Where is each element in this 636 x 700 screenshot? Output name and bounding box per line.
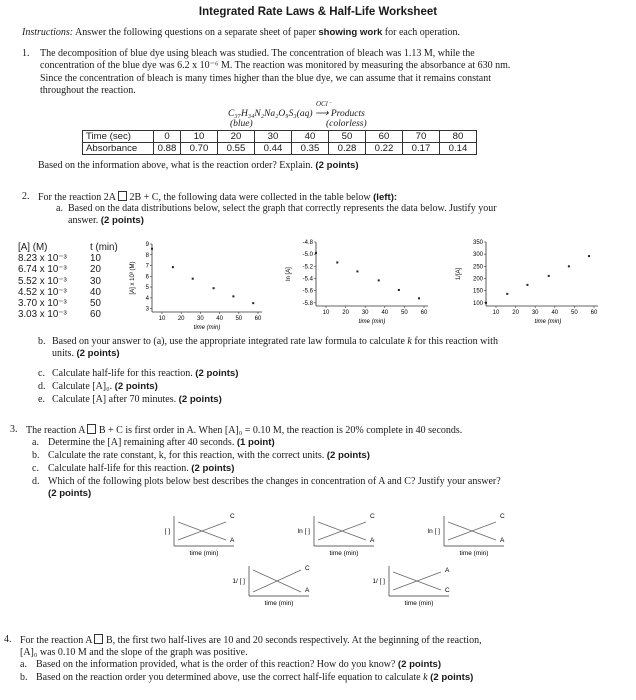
- data-point: [315, 252, 317, 254]
- table-cell-time: 40: [292, 131, 329, 143]
- mini-y-label: ln [ ]: [297, 528, 310, 535]
- q3-mini-plot: [365, 560, 465, 610]
- q3d-body: [48, 476, 628, 501]
- graph-concentration-svg: [120, 236, 268, 332]
- data-point: [568, 265, 570, 267]
- data-point: [252, 302, 254, 304]
- q4b-text: Based on the reaction order you determined above, use the correct half-life equation to calculate: [36, 672, 424, 683]
- mini-x-label: time (min): [264, 600, 294, 607]
- y-tick-label: 7: [145, 263, 149, 270]
- q4b-points: (2 points): [427, 672, 474, 683]
- data-point: [192, 278, 194, 280]
- q1-reaction: [228, 108, 365, 119]
- page-title: Integrated Rate Laws & Half-Life Worksheet: [198, 6, 438, 18]
- q2b-points: (2 points): [76, 348, 120, 360]
- q2-data-header: [18, 242, 118, 253]
- y-tick-label: 350: [472, 240, 483, 246]
- mini-x-label: time (min): [404, 600, 434, 607]
- q2-cell-time: 10: [90, 253, 101, 265]
- x-axis-label: time (min): [193, 325, 221, 331]
- y-axis-label: 1/[A]: [456, 267, 462, 281]
- mini-label-a: A: [305, 587, 310, 594]
- y-tick-label: 3: [145, 306, 149, 313]
- data-point: [485, 302, 487, 304]
- table-cell-absorbance: 0.44: [255, 143, 292, 155]
- arrow-catalyst: OCl⁻: [316, 100, 332, 108]
- q1-line4: throughout the reaction.: [40, 85, 136, 97]
- q1-question-text: Based on the information above, what is the reaction order? Explain.: [38, 160, 316, 171]
- q3-mini-plot: [290, 510, 390, 560]
- mini-x-label: time (min): [329, 550, 359, 557]
- mini-label-a: A: [230, 537, 235, 544]
- reaction-product: Products: [330, 109, 365, 119]
- arrow-box-icon: [118, 191, 127, 201]
- reaction-reactant: C₃₇H₃₄N₂Na₂O₉S₃(aq): [228, 109, 313, 119]
- reaction-product-note: (colorless): [326, 119, 367, 129]
- x-tick-label: 50: [235, 316, 243, 322]
- q2-data-row: [18, 253, 118, 264]
- q2c-text: Calculate half-life for this reaction.: [52, 368, 196, 379]
- instructions-tail: for each operation.: [382, 27, 461, 38]
- q2-number: 2.: [22, 191, 30, 202]
- q2d-label: d.: [38, 381, 46, 392]
- table-cell-absorbance: 0.70: [181, 143, 218, 155]
- q2a-label: a.: [56, 203, 63, 214]
- y-tick-label: 150: [472, 288, 483, 295]
- mini-y-label: [ ]: [164, 528, 170, 535]
- table-cell-absorbance: 0.14: [440, 143, 477, 155]
- table-header-absorbance: Absorbance: [83, 143, 154, 155]
- q1-body: [40, 48, 630, 98]
- x-tick-label: 10: [492, 310, 500, 316]
- graph-inverse-svg: [450, 236, 600, 326]
- y-axis-label: [A] x 10³ (M): [130, 261, 136, 295]
- instructions: [22, 27, 622, 39]
- q2b-label: b.: [38, 336, 46, 347]
- q2e-body: [52, 394, 222, 406]
- data-point: [418, 297, 420, 299]
- q3c-body: [48, 463, 234, 475]
- q4-stem-tail: B, the first two half-lives are 10 and 20 seconds respectively. At the beginning of the reaction,: [103, 635, 482, 646]
- q2a-text2: answer.: [68, 215, 101, 227]
- q4b-body: [36, 672, 473, 684]
- data-point: [172, 266, 174, 268]
- q3c-points: (2 points): [191, 463, 235, 474]
- q1-number: 1.: [22, 48, 30, 59]
- q2-cell-conc: 3.70 x 10⁻³: [18, 298, 67, 310]
- q4a-text: Based on the information provided, what is the order of this reaction? How do you know?: [36, 659, 398, 670]
- y-tick-label: -5.8: [302, 300, 313, 307]
- mini-label-a: A: [370, 537, 375, 544]
- q2-data-row: [18, 276, 118, 287]
- mini-label-a: A: [500, 537, 505, 544]
- q2b-text: Based on your answer to (a), use the appropriate integrated rate law formula to calculate: [52, 336, 408, 347]
- data-point: [506, 293, 508, 295]
- q2-data-row: [18, 264, 118, 275]
- mini-x-label: time (min): [189, 550, 219, 557]
- q2-header-conc: [A] (M): [18, 242, 48, 253]
- q3b-text: Calculate the rate constant, k, for this reaction, with the correct units.: [48, 450, 327, 461]
- y-tick-label: 300: [472, 252, 483, 259]
- x-tick-label: 30: [531, 310, 539, 316]
- q1-line1: The decomposition of blue dye using bleach was studied. The concentration of bleach was 1.13 M, while the: [40, 48, 475, 59]
- q4-number: 4.: [4, 634, 12, 645]
- q2-cell-conc: 6.74 x 10⁻³: [18, 264, 67, 276]
- table-row-absorbance: [83, 143, 477, 155]
- mini-y-label: 1/ [ ]: [372, 578, 385, 585]
- table-cell-absorbance: 0.28: [329, 143, 366, 155]
- y-axis-label: ln [A]: [286, 267, 292, 281]
- table-cell-absorbance: 0.17: [403, 143, 440, 155]
- table-cell-time: 30: [255, 131, 292, 143]
- q2e-points: (2 points): [178, 394, 222, 405]
- q4b-k: k: [423, 672, 428, 683]
- q3-number: 3.: [10, 424, 18, 435]
- instructions-text: Answer the following questions on a separate sheet of paper: [73, 27, 319, 38]
- x-tick-label: 50: [571, 310, 578, 316]
- y-tick-label: 8: [145, 252, 149, 259]
- graph-concentration: [120, 236, 268, 332]
- q3b-label: b.: [32, 450, 40, 461]
- q2-cell-time: 60: [90, 309, 101, 321]
- table-cell-time: 10: [181, 131, 218, 143]
- q2c-body: [52, 368, 238, 380]
- x-axis-label: time (min): [534, 319, 562, 325]
- q2-cell-conc: 3.03 x 10⁻³: [18, 309, 67, 321]
- q3-stem-text: The reaction A: [26, 425, 88, 436]
- table-cell-time: 20: [218, 131, 255, 143]
- q4a-body: [36, 659, 441, 671]
- mini-y-label: 1/ [ ]: [232, 578, 245, 585]
- table-cell-time: 70: [403, 131, 440, 143]
- q3c-text: Calculate half-life for this reaction.: [48, 463, 192, 474]
- x-tick-label: 20: [512, 310, 519, 316]
- x-tick-label: 20: [342, 310, 349, 316]
- x-tick-label: 60: [590, 310, 598, 316]
- mini-label-c: C: [370, 513, 375, 520]
- data-point: [213, 287, 215, 289]
- instructions-bold: showing work: [318, 27, 383, 38]
- q2b-k: k: [407, 336, 412, 347]
- y-tick-label: 4: [145, 295, 149, 302]
- q2a-points: (2 points): [100, 215, 144, 227]
- x-tick-label: 30: [361, 310, 369, 316]
- q2-stem-bold: (left):: [373, 192, 398, 203]
- table-cell-absorbance: 0.22: [366, 143, 403, 155]
- y-tick-label: -5.2: [302, 264, 313, 271]
- y-tick-label: 6: [145, 274, 149, 281]
- q3-stem: [26, 424, 462, 437]
- q3-mini-plot: [420, 510, 520, 560]
- q3-mini-plot: [150, 510, 250, 560]
- instructions-label: Instructions:: [22, 27, 74, 38]
- data-point: [151, 248, 153, 250]
- q3a-label: a.: [32, 437, 39, 448]
- data-point: [356, 270, 358, 272]
- graph-ln: [280, 236, 430, 326]
- q2-header-time: t (min): [90, 242, 118, 253]
- data-point: [548, 275, 550, 277]
- graph-ln-svg: [280, 236, 430, 326]
- table-header-time: Time (sec): [83, 131, 154, 143]
- reaction-arrow-icon: ⟶: [314, 109, 329, 119]
- q3b-body: [48, 450, 370, 462]
- x-tick-label: 50: [401, 310, 408, 316]
- q2a-text: Based on the data distributions below, select the graph that correctly represents the data below. Justify your: [68, 203, 497, 214]
- q2-data-row: [18, 287, 118, 298]
- q2d-text: Calculate [A]₀.: [52, 381, 115, 392]
- q2-data-row: [18, 309, 118, 320]
- mini-label-c: C: [230, 513, 235, 520]
- q3a-text: Determine the [A] remaining after 40 seconds.: [48, 437, 237, 448]
- mini-label-a: A: [445, 567, 450, 574]
- q2-stem-text: For the reaction 2A: [38, 192, 118, 203]
- q2b-body: [52, 336, 627, 361]
- q2-cell-conc: 5.52 x 10⁻³: [18, 275, 67, 287]
- mini-y-label: ln [ ]: [427, 528, 440, 535]
- q2-data-row: [18, 298, 118, 309]
- table-cell-absorbance: 0.88: [154, 143, 181, 155]
- q2e-text: Calculate [A] after 70 minutes.: [52, 394, 179, 405]
- x-tick-label: 10: [158, 316, 166, 322]
- q3-plots: [0, 510, 636, 620]
- q1-question: [38, 160, 359, 172]
- x-tick-label: 40: [216, 316, 223, 322]
- x-tick-label: 10: [322, 310, 330, 316]
- q2-cell-time: 40: [90, 286, 101, 298]
- y-tick-label: 100: [472, 300, 483, 307]
- y-tick-label: 5: [145, 285, 149, 292]
- mini-label-c: C: [445, 587, 450, 594]
- y-tick-label: 9: [145, 242, 149, 248]
- q1-line2: concentration of the blue dye was 6.2 x 10⁻⁶ M. The reaction was monitored by measuring the absorbance at 630 nm.: [40, 60, 511, 72]
- q4-stem2: [A]₀ was 0.10 M and the slope of the graph was positive.: [20, 647, 248, 659]
- q2d-body: [52, 381, 158, 393]
- q2d-points: (2 points): [114, 381, 158, 392]
- q3d-text: Which of the following plots below best describes the changes in concentration of A and C? Justify your answer?: [48, 476, 501, 487]
- x-tick-label: 40: [551, 310, 559, 316]
- table-cell-time: 50: [329, 131, 366, 143]
- q2-stem-tail: 2B + C, the following data were collected in the table below: [126, 192, 374, 203]
- q1-line3: Since the concentration of bleach is many times higher than the blue dye, we can assume that it remains constant: [40, 72, 491, 84]
- q2e-label: e.: [38, 394, 45, 405]
- mini-label-c: C: [500, 513, 505, 520]
- q3d-points: (2 points): [48, 488, 92, 500]
- q3a-body: [48, 437, 275, 449]
- q2-cell-conc: 8.23 x 10⁻³: [18, 253, 67, 265]
- data-point: [378, 279, 380, 281]
- table-cell-time: 80: [440, 131, 477, 143]
- y-tick-label: -5.4: [302, 276, 313, 283]
- q4-stem: [20, 634, 630, 660]
- reaction-reactant-note: (blue): [230, 119, 253, 129]
- q2b-text3: units.: [52, 348, 77, 360]
- table-row-time: [83, 131, 477, 143]
- q2-data-rows: [18, 253, 118, 320]
- table-cell-absorbance: 0.35: [292, 143, 329, 155]
- y-tick-label: -5.0: [302, 252, 313, 259]
- mini-x-label: time (min): [459, 550, 489, 557]
- table-cell-time: 60: [366, 131, 403, 143]
- q1-table: [82, 130, 477, 155]
- q2-cell-time: 20: [90, 264, 101, 276]
- q2-cell-time: 30: [90, 275, 101, 287]
- table-cell-absorbance: 0.55: [218, 143, 255, 155]
- y-tick-label: 200: [472, 276, 483, 283]
- q2-cell-time: 50: [90, 298, 101, 310]
- y-tick-label: -4.8: [302, 240, 313, 246]
- data-point: [398, 289, 400, 291]
- x-axis-label: time (min): [358, 319, 386, 325]
- absorbance-table: [82, 130, 477, 155]
- q2c-points: (2 points): [195, 368, 239, 379]
- data-point: [336, 261, 338, 263]
- x-tick-label: 20: [177, 316, 185, 322]
- y-tick-label: 250: [472, 264, 483, 271]
- x-tick-label: 40: [381, 310, 389, 316]
- q1-points: (2 points): [315, 160, 359, 171]
- table-cell-time: 0: [154, 131, 181, 143]
- y-tick-label: -5.6: [302, 288, 313, 295]
- q4a-label: a.: [20, 659, 27, 670]
- q4-stem-text: For the reaction A: [20, 635, 95, 646]
- q3b-points: (2 points): [326, 450, 370, 461]
- q2b-text2: for this reaction with: [411, 336, 498, 347]
- q3c-label: c.: [32, 463, 39, 474]
- data-point: [588, 255, 590, 257]
- x-tick-label: 60: [420, 310, 428, 316]
- data-point: [526, 284, 528, 286]
- graph-inverse: [450, 236, 600, 326]
- q3a-points: (1 point): [236, 437, 275, 448]
- q2-cell-conc: 4.52 x 10⁻³: [18, 286, 67, 298]
- q2a-body: [68, 203, 628, 228]
- x-tick-label: 30: [197, 316, 204, 322]
- q2c-label: c.: [38, 368, 45, 379]
- mini-label-c: C: [305, 565, 310, 572]
- q2-data-table: [18, 242, 118, 320]
- data-point: [232, 295, 234, 297]
- x-tick-label: 60: [254, 316, 262, 322]
- q4a-points: (2 points): [397, 659, 442, 670]
- q3-mini-plot: [225, 560, 325, 610]
- q4b-label: b.: [20, 672, 28, 683]
- q3-stem-tail: B + C is first order in A. When [A]₀ = 0.10 M, the reaction is 20% complete in 40 seconds.: [96, 425, 463, 436]
- q3d-label: d.: [32, 476, 40, 487]
